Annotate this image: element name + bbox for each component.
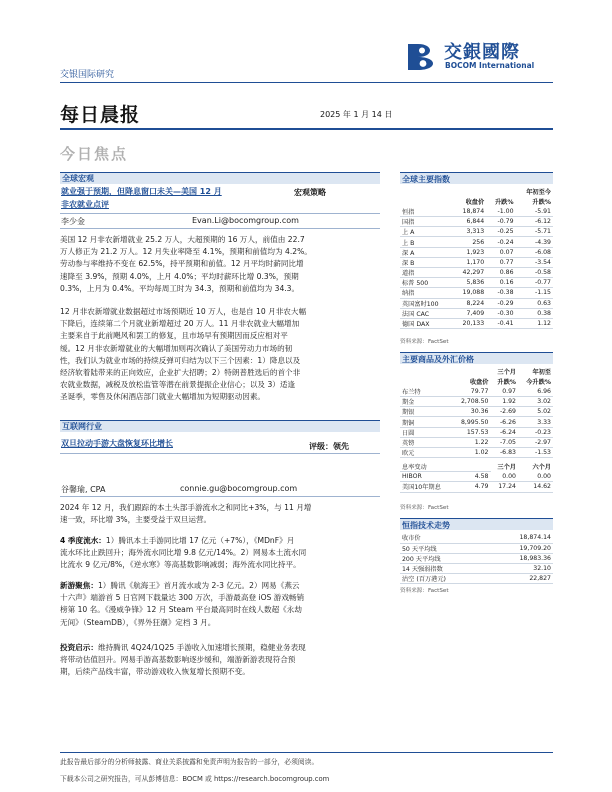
paragraph-lead: 投资启示： bbox=[60, 643, 98, 652]
text-line: 流水环比止跌回升；海外流水同比增 9.8 亿元/14%。2）网易本土流水同 bbox=[60, 548, 307, 558]
row-value: 79.77 bbox=[452, 386, 490, 396]
blank-header bbox=[400, 196, 453, 206]
rate-header: 息率变动 bbox=[400, 458, 452, 472]
column-header: 升跌% bbox=[497, 378, 516, 386]
row-value: 18,983.36 bbox=[488, 553, 553, 563]
text-line: 缓。12 月非农新增就业的大幅增加则再次确认了美国劳动力市场的韧 bbox=[60, 343, 293, 353]
row-value: 1.22 bbox=[452, 437, 490, 447]
row-value: 5.02 bbox=[518, 407, 553, 417]
title-divider bbox=[60, 128, 553, 130]
table-row bbox=[400, 318, 553, 328]
row-label: 国指 bbox=[400, 217, 453, 227]
table-header-row bbox=[400, 376, 553, 386]
macro-top-rule bbox=[60, 172, 380, 173]
commodities-header bbox=[400, 352, 553, 364]
internet-author-email[interactable]: connie.gu@bocomgroup.com bbox=[180, 484, 298, 493]
paragraph-lead: 4 季度流水： bbox=[60, 536, 106, 545]
column-header: 年初至 bbox=[532, 368, 551, 376]
row-value: 6,844 bbox=[453, 217, 486, 227]
row-value: 1.12 bbox=[516, 318, 553, 328]
row-value: -5.91 bbox=[516, 206, 553, 216]
row-value: -2.97 bbox=[518, 437, 553, 447]
internet-rating: 评级：领先 bbox=[309, 442, 349, 451]
table-header-row bbox=[400, 196, 553, 206]
row-label: 布兰特 bbox=[400, 386, 452, 396]
table-row bbox=[400, 257, 553, 267]
table-row bbox=[400, 237, 553, 247]
row-value: 1,170 bbox=[453, 257, 486, 267]
blank-cell bbox=[452, 458, 490, 472]
row-value: 8,995.50 bbox=[452, 417, 490, 427]
text-line: 将带动估值回升。网易手游高基数影响逐步缓和，端游新游表现符合预 bbox=[60, 655, 296, 665]
header-divider bbox=[60, 82, 553, 83]
report-title: 每日晨报 bbox=[60, 104, 141, 126]
commodities-source: 资料来源：FactSet bbox=[400, 505, 449, 511]
table-row bbox=[400, 564, 553, 574]
text-line bbox=[60, 580, 380, 592]
footer-disclaimer: 此报告最后部分的分析师披露、商业关系披露和免责声明为报告的一部分，必须阅读。 bbox=[60, 758, 319, 766]
row-value: 0.38 bbox=[516, 308, 553, 318]
row-value: -6.08 bbox=[516, 247, 553, 257]
internet-author-rule bbox=[60, 453, 380, 454]
macro-tag: 宏观策略 bbox=[294, 188, 326, 197]
row-value: 18,874.14 bbox=[488, 533, 553, 543]
table-row bbox=[400, 298, 553, 308]
blank-header bbox=[400, 186, 453, 196]
internet-paragraph-2 bbox=[60, 535, 380, 572]
row-value: 1.02 bbox=[452, 448, 490, 458]
row-value: 17.24 bbox=[491, 482, 518, 492]
column-header bbox=[452, 366, 490, 376]
report-date: 2025 年 1 月 14 日 bbox=[320, 110, 393, 119]
text-span: 1）腾讯《航海王》首月流水或为 2-3 亿元。2）网易《燕云 bbox=[97, 581, 300, 590]
text-line bbox=[60, 642, 380, 654]
indices-source: 资料来源：FactSet bbox=[400, 339, 449, 345]
column-header bbox=[453, 186, 486, 196]
row-label: 期银 bbox=[400, 407, 452, 417]
text-line: 农就业数据，减税及放松监管等潜在前景提振企业信心；以及 3）适逢 bbox=[60, 380, 296, 390]
table-row bbox=[400, 448, 553, 458]
row-value: 5,836 bbox=[453, 278, 486, 288]
technicals-table bbox=[400, 533, 553, 584]
text-line: 比流水 9 亿元/8%，《逆水寒》等高基数影响减弱；海外流水同比持平。 bbox=[60, 560, 301, 570]
row-label: 恒指 bbox=[400, 206, 453, 216]
row-label: 法国 CAC bbox=[400, 308, 453, 318]
logo-english-name: BOCOM International bbox=[445, 61, 535, 70]
row-label: 纳指 bbox=[400, 288, 453, 298]
row-label: 英镑 bbox=[400, 437, 452, 447]
row-value: -0.41 bbox=[486, 318, 515, 328]
paragraph-lead: 新游聚焦： bbox=[60, 581, 98, 590]
row-label: 14 天强弱指数 bbox=[400, 564, 488, 574]
row-label: 200 天平均线 bbox=[400, 553, 488, 563]
blank-header bbox=[400, 376, 452, 386]
row-value: 0.07 bbox=[486, 247, 515, 257]
internet-category: 互联网行业 bbox=[62, 422, 102, 431]
column-header: 收盘价 bbox=[465, 198, 485, 206]
text-line: 无间》（SteamDB），《界外狂潮》定档 3 月。 bbox=[60, 617, 216, 627]
table-row bbox=[400, 288, 553, 298]
text-line: 万人修正为 21.2 万人。12 月失业率降至 4.1%，预期和前值均为 4.2%。 bbox=[60, 247, 312, 257]
text-line: 圣诞季，零售及休闲酒店部门就业大幅增加为短期驱动因素。 bbox=[60, 392, 266, 402]
row-value: 19,709.20 bbox=[488, 543, 553, 553]
row-value: 20,133 bbox=[453, 318, 486, 328]
text-line: 速降至 3.9%，预期 4.0%，上月 4.0%；平均时薪环比增 0.3%，预期 bbox=[60, 271, 299, 281]
internet-paragraph-1 bbox=[60, 502, 380, 526]
text-line bbox=[60, 535, 380, 547]
row-label: 上 B bbox=[400, 237, 453, 247]
text-line: 美国 12 月非农新增就业 25.2 万人，大超预期的 16 万人，前值由 22.7 bbox=[60, 235, 305, 244]
row-label: 期金 bbox=[400, 397, 452, 407]
bocom-logo-icon bbox=[404, 38, 442, 74]
text-line: 速一致，环比增 3%，主要受益于双旦运营。 bbox=[60, 515, 212, 525]
macro-category: 全球宏观 bbox=[62, 174, 94, 183]
table-row bbox=[400, 553, 553, 563]
row-value: 6.96 bbox=[518, 386, 553, 396]
row-value: 32.10 bbox=[488, 564, 553, 574]
macro-body-rule bbox=[60, 228, 380, 229]
row-value: -0.77 bbox=[516, 278, 553, 288]
internet-author: 谷馨瑜, CPA bbox=[61, 485, 106, 494]
row-value: -2.69 bbox=[491, 407, 518, 417]
internet-paragraph-3 bbox=[60, 580, 380, 629]
row-value: -0.30 bbox=[486, 308, 515, 318]
table-row bbox=[400, 386, 553, 396]
row-label: 德国 DAX bbox=[400, 318, 453, 328]
row-value: 0.63 bbox=[516, 298, 553, 308]
table-row bbox=[400, 427, 553, 437]
text-line: 2024 年 12 月，我们跟踪的本土头部手游流水之和同比+3%，与 11 月增 bbox=[60, 503, 312, 512]
table-row bbox=[400, 407, 553, 417]
blank-header bbox=[400, 366, 452, 376]
row-value: -6.12 bbox=[516, 217, 553, 227]
macro-headline-line-2[interactable]: 非农就业点评 bbox=[61, 200, 109, 209]
macro-author: 李少金 bbox=[61, 217, 85, 226]
row-value: 0.77 bbox=[486, 257, 515, 267]
internet-headline[interactable]: 双旦拉动手游大盘恢复环比增长 bbox=[61, 439, 173, 448]
row-label: 深 B bbox=[400, 257, 453, 267]
row-label: 沽空 (百万港元) bbox=[400, 574, 488, 584]
text-line: 性，我们认为就业市场的持续反弹可归结为以下三个因素：1）降息以及 bbox=[60, 355, 301, 365]
row-label: 收市价 bbox=[400, 533, 488, 543]
row-value: 8,224 bbox=[453, 298, 486, 308]
column-header: 三个月 bbox=[497, 464, 516, 472]
row-value: 0.00 bbox=[518, 472, 553, 482]
text-line: 主要来自于此前飓风和罢工的修复，且市场早有预期因而反应相对平 bbox=[60, 331, 288, 341]
row-label: 50 天平均线 bbox=[400, 543, 488, 553]
commodities-table bbox=[400, 366, 553, 493]
table-row bbox=[400, 278, 553, 288]
row-value: 0.16 bbox=[486, 278, 515, 288]
row-value: 4.58 bbox=[452, 472, 490, 482]
row-value: 3,313 bbox=[453, 227, 486, 237]
text-line: 劳动参与率维持不变在 62.5%，持平预期和前值。12 月平均时薪同比增 bbox=[60, 259, 304, 269]
table-row bbox=[400, 417, 553, 427]
indices-table bbox=[400, 186, 553, 329]
table-row bbox=[400, 543, 553, 553]
row-value: 30.36 bbox=[452, 407, 490, 417]
text-line: 0.3%，上月为 0.4%。平均每周工时为 34.3，预期和前值均为 34.3。 bbox=[60, 283, 300, 293]
row-value: -6.83 bbox=[491, 448, 518, 458]
logo-chinese-name: 交銀國際 bbox=[444, 42, 520, 63]
text-line: 下降后，连续第二个月就业新增超过 20 万人。11 月非农就业大幅增加 bbox=[60, 319, 300, 329]
row-value: -7.05 bbox=[491, 437, 518, 447]
internet-top-rule bbox=[60, 420, 380, 421]
row-value: 3.33 bbox=[518, 417, 553, 427]
technicals-source: 资料来源：FactSet bbox=[400, 588, 449, 594]
row-value: 14.62 bbox=[518, 482, 553, 492]
row-value: -1.00 bbox=[486, 206, 515, 216]
row-value: 2,708.50 bbox=[452, 397, 490, 407]
row-label: HIBOR bbox=[400, 472, 452, 482]
section-heading: 今日焦点 bbox=[60, 145, 129, 163]
row-value: -0.25 bbox=[486, 227, 515, 237]
row-value: 22,827 bbox=[488, 574, 553, 584]
macro-author-rule bbox=[60, 213, 380, 214]
row-value: 157.53 bbox=[452, 427, 490, 437]
row-label: 标普 500 bbox=[400, 278, 453, 288]
macro-category-band bbox=[60, 172, 380, 184]
company-name: 交银国际研究 bbox=[60, 70, 115, 80]
row-value: -1.53 bbox=[518, 448, 553, 458]
macro-paragraph-1 bbox=[60, 234, 380, 295]
row-value: -1.15 bbox=[516, 288, 553, 298]
row-value: 42,297 bbox=[453, 268, 486, 278]
row-label: 道指 bbox=[400, 268, 453, 278]
technicals-header bbox=[400, 518, 553, 530]
row-label: 欧元 bbox=[400, 448, 452, 458]
table-row bbox=[400, 533, 553, 543]
table-header-row bbox=[400, 366, 553, 376]
row-value: 18,874 bbox=[453, 206, 486, 216]
table-row bbox=[400, 268, 553, 278]
row-label: 美国10年期息 bbox=[400, 482, 452, 492]
table-row bbox=[400, 217, 553, 227]
row-value: -0.79 bbox=[486, 217, 515, 227]
table-row bbox=[400, 308, 553, 318]
table-row bbox=[400, 227, 553, 237]
row-value: 1.92 bbox=[491, 397, 518, 407]
row-value: 4.79 bbox=[452, 482, 490, 492]
rate-header-row bbox=[400, 458, 553, 472]
table-row bbox=[400, 247, 553, 257]
indices-title: 全球主要指数 bbox=[402, 175, 450, 184]
technicals-title: 恒指技术走势 bbox=[402, 521, 450, 530]
row-value: 0.00 bbox=[491, 472, 518, 482]
row-value: -5.71 bbox=[516, 227, 553, 237]
row-value: 1,923 bbox=[453, 247, 486, 257]
row-label: 深 A bbox=[400, 247, 453, 257]
row-label: 期铜 bbox=[400, 417, 452, 427]
table-row bbox=[400, 206, 553, 216]
text-span: 1）腾讯本土手游同比增 17 亿元（+7%），《MDnF》月 bbox=[105, 536, 295, 545]
internet-category-band bbox=[60, 420, 380, 432]
row-value: -0.38 bbox=[486, 288, 515, 298]
footer-divider bbox=[60, 752, 553, 753]
row-value: 256 bbox=[453, 237, 486, 247]
table-row bbox=[400, 574, 553, 584]
row-value: 3.02 bbox=[518, 397, 553, 407]
row-label: 英国富时100 bbox=[400, 298, 453, 308]
macro-headline-line-1[interactable]: 就业强于预期，但降息窗口未关—美国 12 月 bbox=[61, 187, 222, 196]
column-header: 收盘价 bbox=[469, 378, 489, 386]
row-value: -4.39 bbox=[516, 237, 553, 247]
text-line: 期，后续产品线丰富，带动游戏收入恢复增长预期不变。 bbox=[60, 667, 250, 677]
internet-paragraph-4 bbox=[60, 642, 380, 679]
row-label: 日圆 bbox=[400, 427, 452, 437]
commodities-title: 主要商品及外汇价格 bbox=[402, 355, 474, 364]
row-value: -6.24 bbox=[491, 427, 518, 437]
indices-header bbox=[400, 172, 553, 184]
table-row bbox=[400, 472, 553, 482]
table-header-row bbox=[400, 186, 553, 196]
row-value: -0.23 bbox=[518, 427, 553, 437]
table-row bbox=[400, 397, 553, 407]
column-header bbox=[486, 186, 515, 196]
table-row bbox=[400, 482, 553, 492]
internet-body-rule bbox=[60, 496, 380, 497]
text-line: 十六声》端游首 5 日官网下载量达 300 万次，手游最高登 iOS 游戏畅销 bbox=[60, 593, 305, 603]
row-value: -3.54 bbox=[516, 257, 553, 267]
table-row bbox=[400, 437, 553, 447]
column-header: 升跌% bbox=[532, 198, 551, 206]
column-header: 三个月 bbox=[497, 368, 516, 376]
row-value: 7,409 bbox=[453, 308, 486, 318]
column-header: 升跌% bbox=[494, 198, 514, 206]
row-value: -6.26 bbox=[491, 417, 518, 427]
row-value: 0.97 bbox=[491, 386, 518, 396]
bocom-logo bbox=[404, 36, 552, 76]
row-label: 上 A bbox=[400, 227, 453, 237]
macro-author-email[interactable]: Evan.Li@bocomgroup.com bbox=[192, 216, 299, 225]
column-header: 今升跌% bbox=[526, 378, 551, 386]
row-value: -0.29 bbox=[486, 298, 515, 308]
text-line: 经济软着陆带来的正向效应，企业扩大招聘；2）特朗普胜选后的首个非 bbox=[60, 368, 301, 378]
row-value: 19,088 bbox=[453, 288, 486, 298]
text-line: 12 月非农新增就业数据超过市场预期近 10 万人，也是自 10 月非农大幅 bbox=[60, 307, 307, 316]
row-value: 0.86 bbox=[486, 268, 515, 278]
column-header: 六个月 bbox=[532, 464, 551, 472]
row-value: -0.24 bbox=[486, 237, 515, 247]
macro-paragraph-2 bbox=[60, 306, 380, 404]
footer-download-info[interactable]: 下载本公司之研究报告，可从彭博信息：BOCM 或 https://research.bocomgroup.com bbox=[60, 775, 330, 783]
text-line: 榜第 10 名。《漫威争锋》12 月 Steam 平台最高同时在线人数超《永劫 bbox=[60, 605, 302, 615]
column-header: 年初至今 bbox=[526, 188, 551, 196]
row-value: -0.58 bbox=[516, 268, 553, 278]
text-span: 维持腾讯 4Q24/1Q25 手游收入加速增长预期，稳健业务表现 bbox=[97, 643, 306, 652]
